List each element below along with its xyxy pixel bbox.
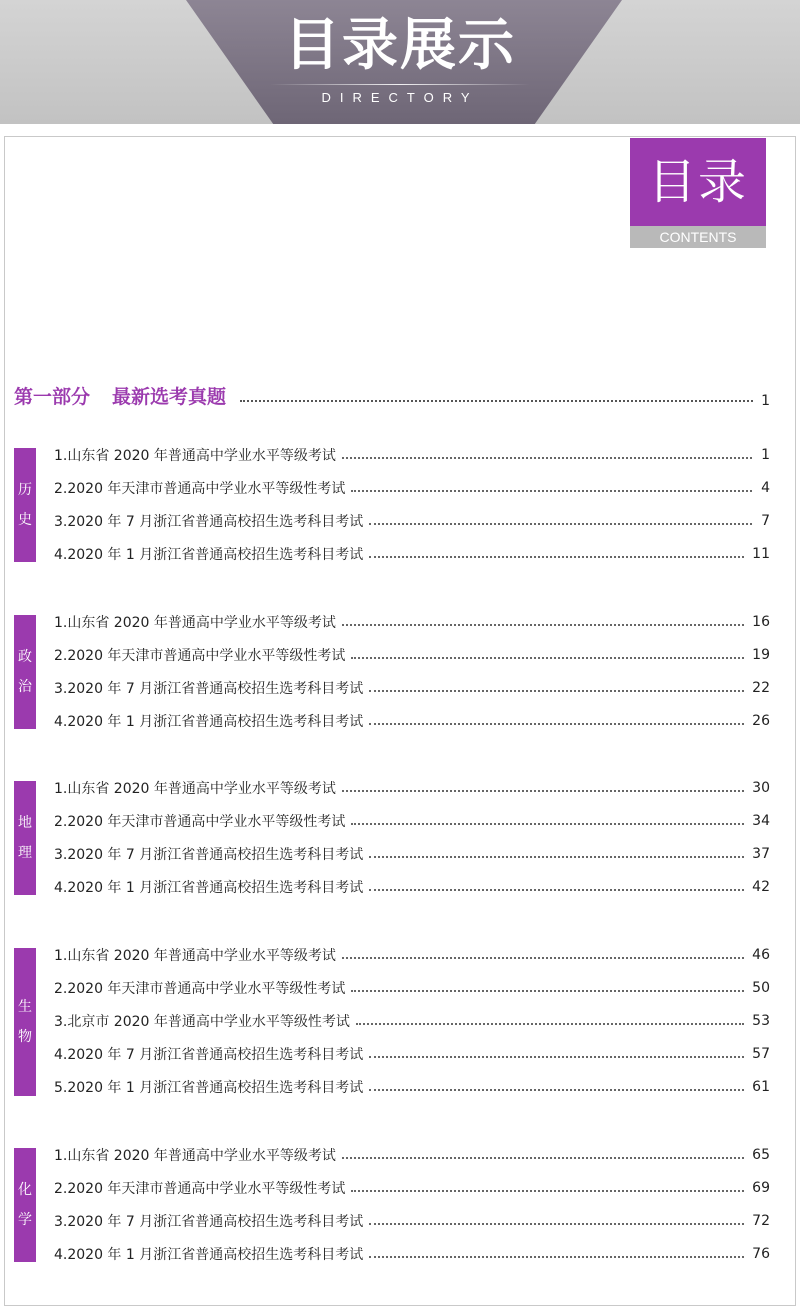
leader-dots [351,490,752,492]
toc-entry[interactable] [54,1037,770,1070]
toc-entry[interactable] [54,471,770,504]
subject-char: 地 [18,815,32,831]
entry-title: 2.2020 年天津市普通高中学业水平等级性考试 [54,1180,346,1197]
entry-title: 4.2020 年 1 月浙江省普通高校招生选考科目考试 [54,546,364,563]
leader-dots [240,400,753,402]
contents-badge-title: 目录 [630,138,766,226]
entry-page: 65 [752,1146,770,1163]
entry-title: 1.山东省 2020 年普通高中学业水平等级考试 [54,780,336,797]
entry-page: 4 [761,479,770,496]
entry-title: 4.2020 年 7 月浙江省普通高校招生选考科目考试 [54,1046,364,1063]
entry-title: 4.2020 年 1 月浙江省普通高校招生选考科目考试 [54,713,364,730]
entry-title: 2.2020 年天津市普通高中学业水平等级性考试 [54,813,346,830]
entry-page: 50 [752,979,770,996]
toc-entry[interactable] [54,1138,770,1171]
contents-badge-subtitle: CONTENTS [630,226,766,248]
leader-dots [369,556,744,558]
subject-char: 历 [18,482,32,498]
leader-dots [351,1190,744,1192]
banner-divider [270,84,530,85]
entry-title: 4.2020 年 1 月浙江省普通高校招生选考科目考试 [54,1246,364,1263]
leader-dots [351,657,744,659]
entry-title: 1.山东省 2020 年普通高中学业水平等级考试 [54,614,336,631]
banner-subtitle: DIRECTORY [321,90,479,105]
entry-page: 1 [761,446,770,463]
leader-dots [342,957,744,959]
subject-char: 理 [18,845,32,861]
leader-dots [342,624,744,626]
entry-title: 5.2020 年 1 月浙江省普通高校招生选考科目考试 [54,1079,364,1096]
toc-entry[interactable] [54,1237,770,1270]
leader-dots [342,457,752,459]
entry-page: 42 [752,878,770,895]
subject-char: 治 [18,679,32,695]
subject-tab [14,615,36,729]
entry-title: 1.山东省 2020 年普通高中学业水平等级考试 [54,1147,336,1164]
subject-char: 生 [18,999,32,1015]
entry-page: 69 [752,1179,770,1196]
subject-char: 学 [18,1212,32,1228]
entry-page: 53 [752,1012,770,1029]
toc-entry[interactable] [54,504,770,537]
toc-entry[interactable] [54,671,770,704]
subject-tab [14,948,36,1096]
entry-title: 4.2020 年 1 月浙江省普通高校招生选考科目考试 [54,879,364,896]
leader-dots [369,690,744,692]
entry-page: 19 [752,646,770,663]
toc-entry[interactable] [54,837,770,870]
toc-entry[interactable] [54,1004,770,1037]
toc-entry[interactable] [54,1171,770,1204]
entry-page: 11 [752,545,770,562]
section-chemistry [14,1138,770,1270]
section-politics [14,605,770,737]
leader-dots [369,723,744,725]
entry-title: 3.2020 年 7 月浙江省普通高校招生选考科目考试 [54,846,364,863]
entry-page: 22 [752,679,770,696]
part-page-number: 1 [761,393,770,409]
section-geography [14,771,770,903]
section-history [14,438,770,570]
subject-char: 史 [18,512,32,528]
part-heading[interactable] [14,380,770,410]
entry-page: 72 [752,1212,770,1229]
leader-dots [351,823,744,825]
entry-page: 37 [752,845,770,862]
toc-entry[interactable] [54,704,770,737]
toc-entry[interactable] [54,971,770,1004]
entry-title: 3.2020 年 7 月浙江省普通高校招生选考科目考试 [54,513,364,530]
entry-title: 2.2020 年天津市普通高中学业水平等级性考试 [54,980,346,997]
subject-tab [14,448,36,562]
entry-page: 46 [752,946,770,963]
leader-dots [369,1256,744,1258]
leader-dots [351,990,744,992]
leader-dots [342,790,744,792]
entry-title: 2.2020 年天津市普通高中学业水平等级性考试 [54,480,346,497]
entry-title: 2.2020 年天津市普通高中学业水平等级性考试 [54,647,346,664]
subject-tab [14,781,36,895]
part-label: 第一部分 [14,385,91,408]
entry-title: 1.山东省 2020 年普通高中学业水平等级考试 [54,447,336,464]
entry-page: 76 [752,1245,770,1262]
leader-dots [369,856,744,858]
subject-tab [14,1148,36,1262]
toc-entry[interactable] [54,638,770,671]
entry-page: 57 [752,1045,770,1062]
entry-title: 1.山东省 2020 年普通高中学业水平等级考试 [54,947,336,964]
entry-title: 3.北京市 2020 年普通高中学业水平等级性考试 [54,1013,350,1030]
entry-page: 7 [761,512,770,529]
toc-entry[interactable] [54,605,770,638]
section-biology [14,938,770,1103]
leader-dots [369,889,744,891]
toc-entry[interactable] [54,438,770,471]
entry-page: 16 [752,613,770,630]
subject-char: 化 [18,1182,32,1198]
entry-page: 34 [752,812,770,829]
leader-dots [369,1223,744,1225]
toc-entry[interactable] [54,938,770,971]
subject-char: 物 [18,1029,32,1045]
toc-entry[interactable] [54,804,770,837]
entry-page: 61 [752,1078,770,1095]
entry-title: 3.2020 年 7 月浙江省普通高校招生选考科目考试 [54,680,364,697]
header-banner [0,0,800,124]
toc-entry[interactable] [54,771,770,804]
toc-entry[interactable] [54,1070,770,1103]
part-title: 最新选考真题 [112,385,227,408]
leader-dots [342,1157,744,1159]
toc-entry[interactable] [54,537,770,570]
leader-dots [369,1089,744,1091]
toc-entry[interactable] [54,1204,770,1237]
leader-dots [356,1023,744,1025]
subject-char: 政 [18,649,32,665]
entry-title: 3.2020 年 7 月浙江省普通高校招生选考科目考试 [54,1213,364,1230]
toc-entry[interactable] [54,870,770,903]
leader-dots [369,1056,744,1058]
entry-page: 30 [752,779,770,796]
banner-title: 目录展示 [284,13,516,78]
leader-dots [369,523,752,525]
entry-page: 26 [752,712,770,729]
